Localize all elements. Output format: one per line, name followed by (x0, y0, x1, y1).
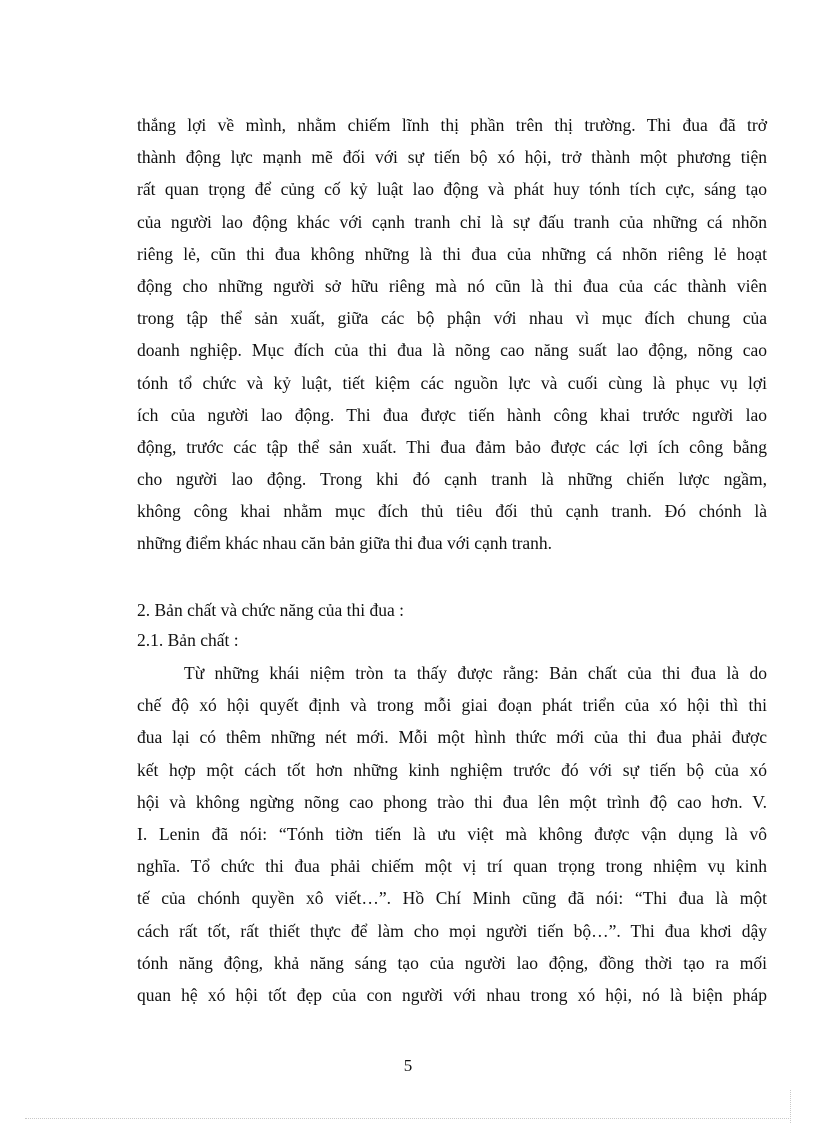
paragraph-nature-of-competition (137, 657, 767, 1011)
text-line: thắng lợi về mình, nhằm chiếm lĩnh thị phần trên thị trường. Thi đua đã trở (137, 115, 767, 135)
text-line: I. Lenin đã nói: “Tónh tiờn tiến là ưu việt mà không được vận dụng là vô (137, 823, 767, 844)
text-line: đua lại có thêm những nét mới. Mỗi một hình thức mới của thi đua phải được (137, 727, 767, 748)
page-number: 5 (403, 1056, 413, 1075)
text-line: cách rất tốt, rất thiết thực để làm cho mọi người tiến bộ…”. Thi đua khơi dậy (137, 920, 767, 941)
section-heading (137, 594, 767, 626)
text-line: nghĩa. Tổ chức thi đua phải chiếm một vị trí quan trọng trong nhiệm vụ kinh (137, 856, 767, 877)
page-corner-divider (790, 1090, 791, 1123)
text-line: trong tập thể sản xuất, giữa các bộ phận với nhau vì mục đích chung của (137, 308, 767, 329)
text-line: cho người lao động. Trong khi đó cạnh tranh là những chiến lược ngầm, (137, 469, 767, 490)
text-line: những điểm khác nhau căn bản giữa thi đua với cạnh tranh. (137, 533, 553, 554)
subsection-heading-text: 2.1. Bản chất : (137, 630, 239, 650)
text-line: không công khai nhằm mục đích thủ tiêu đối thủ cạnh tranh. Đó chónh là (137, 501, 767, 522)
text-line: quan hệ xó hội tốt đẹp của con người với nhau trong xó hội, nó là biện pháp (137, 984, 767, 1005)
text-line: động cho những người sở hữu riêng mà nó cũn là thi đua của các thành viên (137, 275, 767, 296)
page-bottom-divider (25, 1118, 791, 1119)
text-line: kết hợp một cách tốt hơn những kinh nghiệm trước đó với sự tiến bộ của xó (137, 759, 767, 780)
text-line: riêng lẻ, cũn thi đua không những là thi đua của những cá nhõn riêng lẻ hoạt (137, 243, 767, 264)
text-line: tế của chónh quyền xô viết…”. Hồ Chí Minh cũng đã nói: “Thi đua là một (137, 888, 767, 909)
text-line: hội và không ngừng nõng cao phong trào thi đua lên một trình độ cao hơn. V. (137, 791, 767, 812)
text-line: rất quan trọng để củng cố kỷ luật lao động và phát huy tónh tích cực, sáng tạo (137, 179, 767, 200)
text-line: doanh nghiệp. Mục đích của thi đua là nõng cao năng suất lao động, nõng cao (137, 340, 767, 361)
subsection-heading (137, 624, 767, 656)
section-heading-text: 2. Bản chất và chức năng của thi đua : (137, 600, 405, 620)
text-line: tónh tổ chức và kỷ luật, tiết kiệm các nguồn lực và cuối cùng là phục vụ lợi (137, 372, 767, 393)
text-line: ích của người lao động. Thi đua được tiến hành công khai trước người lao (137, 404, 767, 425)
text-line: chế độ xó hội quyết định và trong mỗi giai đoạn phát triển của xó hội thì thi (137, 695, 767, 716)
text-line: của người lao động khác với cạnh tranh chỉ là sự đấu tranh của những cá nhõn (137, 211, 767, 232)
text-line: thành động lực mạnh mẽ đối với sự tiến bộ xó hội, trở thành một phương tiện (137, 147, 767, 168)
text-line: tónh năng động, khả năng sáng tạo của người lao động, đồng thời tạo ra mối (137, 952, 767, 973)
text-line: động, trước các tập thể sản xuất. Thi đua đảm bảo được các lợi ích công bằng (137, 436, 767, 457)
paragraph-competition-vs-rivalry (137, 109, 767, 560)
text-line: Từ những khái niệm tròn ta thấy được rằng: Bản chất của thi đua là do (184, 663, 767, 683)
